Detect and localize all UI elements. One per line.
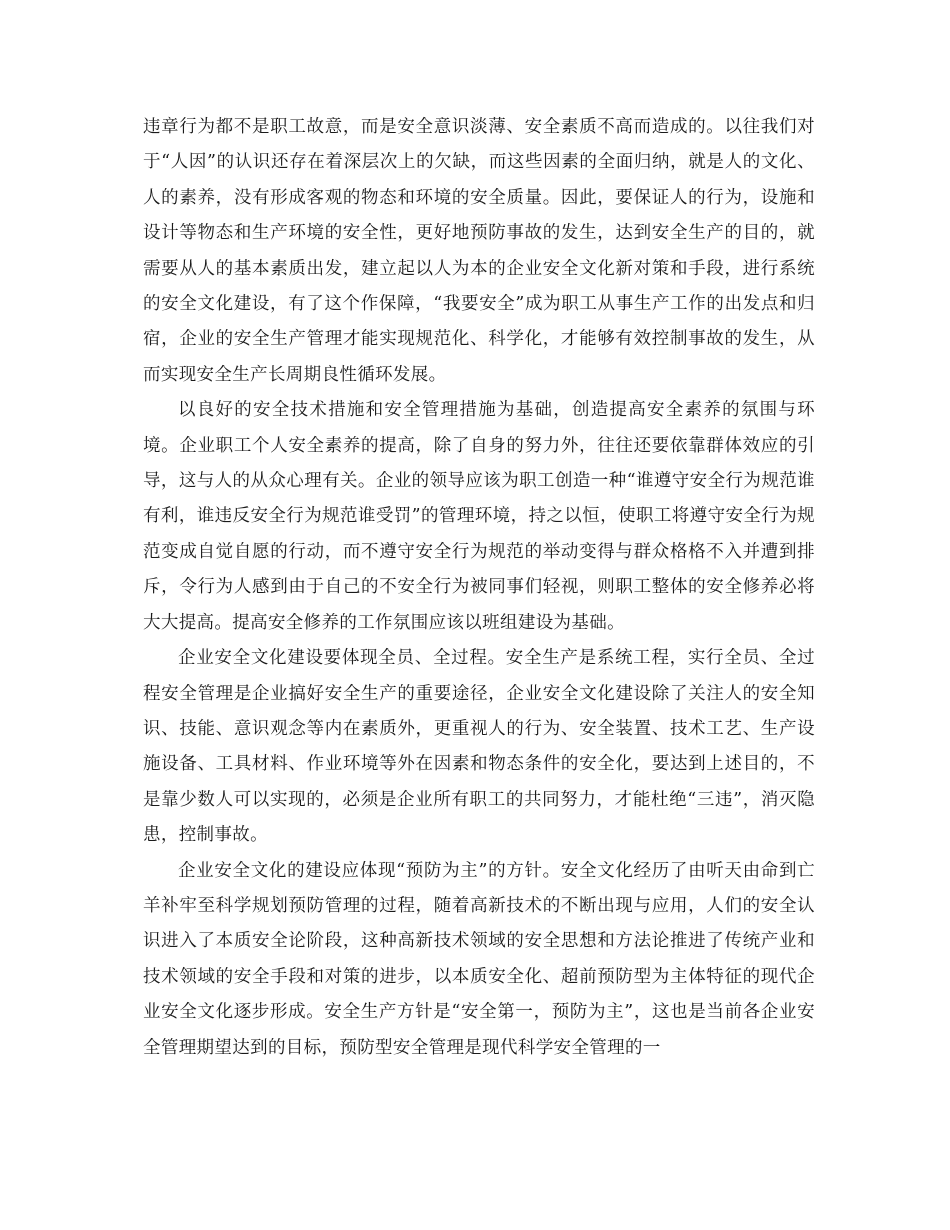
document-body	[143, 110, 815, 1066]
paragraph-full-participation: 企业安全文化建设要体现全员、全过程。安全生产是系统工程，实行全员、全过程安全管理是企业搞好安全生产的重要途径，企业安全文化建设除了关注人的安全知识、技能、意识观念等内在素质外，更重视人的行为、安全装置、技术工艺、生产设施设备、工具材料、作业环境等外在因素和物态条件的安全化，要达到上述目的，不是靠少数人可以实现的，必须是企业所有职工的共同努力，才能杜绝“三违”，消灭隐患，控制事故。	[143, 648, 815, 846]
paragraph-safety-atmosphere: 以良好的安全技术措施和安全管理措施为基础，创造提高安全素养的氛围与环境。企业职工个人安全素养的提高，除了自身的努力外，往往还要依靠群体效应的引导，这与人的从众心理有关。企业的领导应该为职工创造一种“谁遵守安全行为规范谁有利，谁违反安全行为规范谁受罚”的管理环境，持之以恒，使职工将遵守安全行为规范变成自觉自愿的行动，而不遵守安全行为规范的举动变得与群众格格不入并遭到排斥，令行为人感到由于自己的不安全行为被同事们轻视，则职工整体的安全修养必将大大提高。提高安全修养的工作氛围应该以班组建设为基础。	[143, 400, 815, 633]
paragraph-continuation: 违章行为都不是职工故意，而是安全意识淡薄、安全素质不高而造成的。以往我们对于“人因”的认识还存在着深层次上的欠缺，而这些因素的全面归纳，就是人的文化、人的素养，没有形成客观的物态和环境的安全质量。因此，要保证人的行为，设施和设计等物态和生产环境的安全性，更好地预防事故的发生，达到安全生产的目的，就需要从人的基本素质出发，建立起以人为本的企业安全文化新对策和手段，进行系统的安全文化建设，有了这个作保障，“我要安全”成为职工从事生产工作的出发点和归宿，企业的安全生产管理才能实现规范化、科学化，才能够有效控制事故的发生，从而实现安全生产长周期良性循环发展。	[143, 117, 815, 385]
paragraph-prevention-first: 企业安全文化的建设应体现“预防为主”的方针。安全文化经历了由听天由命到亡羊补牢至科学规划预防管理的过程，随着高新技术的不断出现与应用，人们的安全认识进入了本质安全论阶段，这种高新技术领域的安全思想和方法论推进了传统产业和技术领域的安全手段和对策的进步，以本质安全化、超前预防型为主体特征的现代企业安全文化逐步形成。安全生产方针是“安全第一，预防为主”，这也是当前各企业安全管理期望达到的目标，预防型安全管理是现代科学安全管理的一	[143, 860, 815, 1058]
